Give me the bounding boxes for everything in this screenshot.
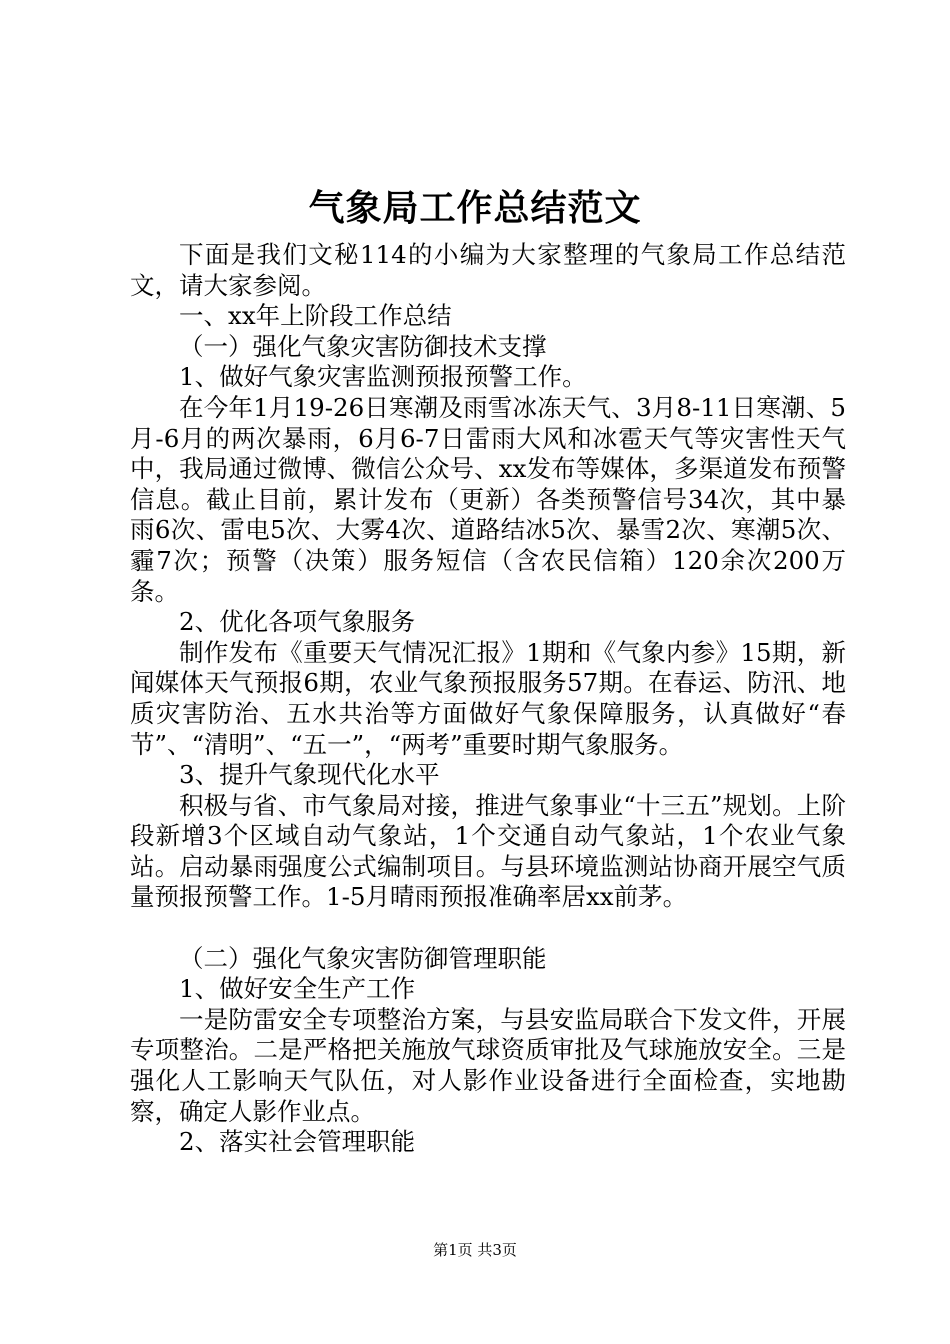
item-heading-1-2: 2、优化各项气象服务 — [179, 607, 416, 637]
paragraph-modernization: 积极与省、市气象局对接，推进气象事业“十三五”规划。上阶段新增3个区域自动气象站，1个交通自动气象站，1个农业气象站。启动暴雨强度公式编制项目。与县环境监测站协商开展空气质量预报预警工作。1-5月晴雨预报准确率居xx前茅。 — [130, 790, 846, 912]
section-heading-1: 一、xx年上阶段工作总结 — [179, 301, 452, 331]
paragraph-meteorological-service: 制作发布《重要天气情况汇报》1期和《气象内参》15期，新闻媒体天气预报6期，农业气象预报服务57期。在春运、防汛、地质灾害防治、五水共治等方面做好气象保障服务，认真做好“春节”、“清明”、“五一”，“两考”重要时期气象服务。 — [130, 637, 846, 759]
item-heading-2-1: 1、做好安全生产工作 — [179, 974, 416, 1004]
item-heading-1-3: 3、提升气象现代化水平 — [179, 760, 440, 790]
subsection-heading-1: （一）强化气象灾害防御技术支撑 — [179, 331, 547, 361]
paragraph-intro: 下面是我们文秘114的小编为大家整理的气象局工作总结范文，请大家参阅。 — [130, 240, 846, 300]
document-body — [130, 240, 846, 1158]
subsection-heading-2: （二）强化气象灾害防御管理职能 — [179, 943, 547, 973]
document-title: 气象局工作总结范文 — [308, 187, 642, 229]
item-heading-1-1: 1、做好气象灾害监测预报预警工作。 — [179, 362, 587, 392]
item-heading-2-2: 2、落实社会管理职能 — [179, 1127, 416, 1157]
paragraph-warning-service: 在今年1月19-26日寒潮及雨雪冰冻天气、3月8-11日寒潮、5月-6月的两次暴雨，6月6-7日雷雨大风和冰雹天气等灾害性天气中，我局通过微博、微信公众号、xx发布等媒体，多渠道发布预警信息。截止目前，累计发布（更新）各类预警信号34次，其中暴雨6次、雷电5次、大雾4次、道路结冰5次、暴雪2次、寒潮5次、霾7次；预警（决策）服务短信（含农民信箱）120余次200万条。 — [130, 392, 846, 606]
paragraph-safety-production: 一是防雷安全专项整治方案，与县安监局联合下发文件，开展专项整治。二是严格把关施放气球资质审批及气球施放安全。三是强化人工影响天气队伍，对人影作业设备进行全面检查，实地勘察，确定人影作业点。 — [130, 1004, 846, 1126]
paragraph-spacer — [130, 913, 846, 944]
page-footer: 第1页 共3页 — [433, 1241, 517, 1259]
